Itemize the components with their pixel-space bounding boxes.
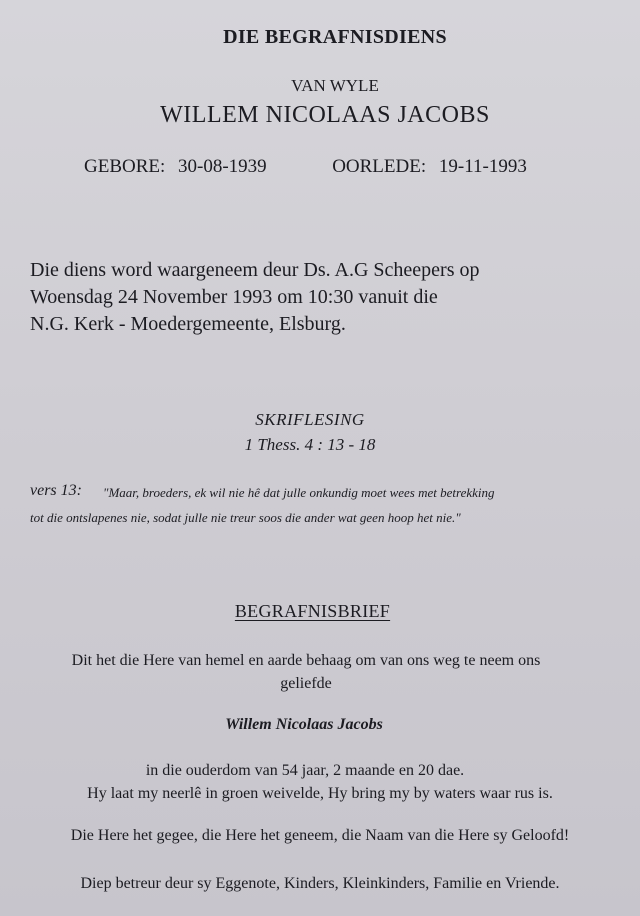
mourners-line: Diep betreur deur sy Eggenote, Kinders, Kleinkinders, Familie en Vriende.: [80, 875, 560, 892]
deceased-name: WILLEM NICOLAAS JACOBS: [160, 102, 490, 128]
service-line: Woensdag 24 November 1993 om 10:30 vanuit die: [30, 286, 438, 308]
letter-line: geliefde: [280, 675, 332, 692]
age-line: in die ouderdom van 54 jaar, 2 maande en 20 dae.: [145, 762, 465, 779]
service-line: N.G. Kerk - Moedergemeente, Elsburg.: [30, 313, 346, 335]
verse-label: vers 13:: [30, 482, 82, 499]
letter-heading: BEGRAFNISBRIEF: [234, 601, 391, 621]
born-label: GEBORE:: [84, 156, 166, 177]
service-line: Die diens word waargeneem deur Ds. A.G Scheepers op: [30, 259, 480, 281]
born-date: 30-08-1939: [178, 156, 267, 177]
scripture-heading: SKRIFLESING: [255, 410, 365, 429]
verse-text-line: tot die ontslapenes nie, sodat julle nie treur soos die ander wat geen hoop het nie.": [30, 510, 461, 525]
dates-row: [84, 156, 527, 178]
job-line: Die Here het gegee, die Here het geneem, die Naam van die Here sy Geloofd!: [70, 827, 570, 844]
van-wyle-label: VAN WYLE: [291, 76, 379, 95]
died-date: 19-11-1993: [438, 156, 527, 177]
document-title: DIE BEGRAFNISDIENS: [223, 26, 447, 48]
verse-text-line: "Maar, broeders, ek wil nie hê dat julle onkundig moet wees met betrekking: [103, 485, 495, 500]
letter-deceased-name: Willem Nicolaas Jacobs: [225, 716, 383, 733]
letter-line: Dit het die Here van hemel en aarde behaag om van ons weg te neem ons: [71, 652, 541, 669]
scripture-reference: 1 Thess. 4 : 13 - 18: [244, 435, 376, 454]
psalm-line: Hy laat my neerlê in groen weivelde, Hy bring my by waters waar rus is.: [87, 785, 553, 802]
died-label: OORLEDE:: [332, 156, 427, 177]
